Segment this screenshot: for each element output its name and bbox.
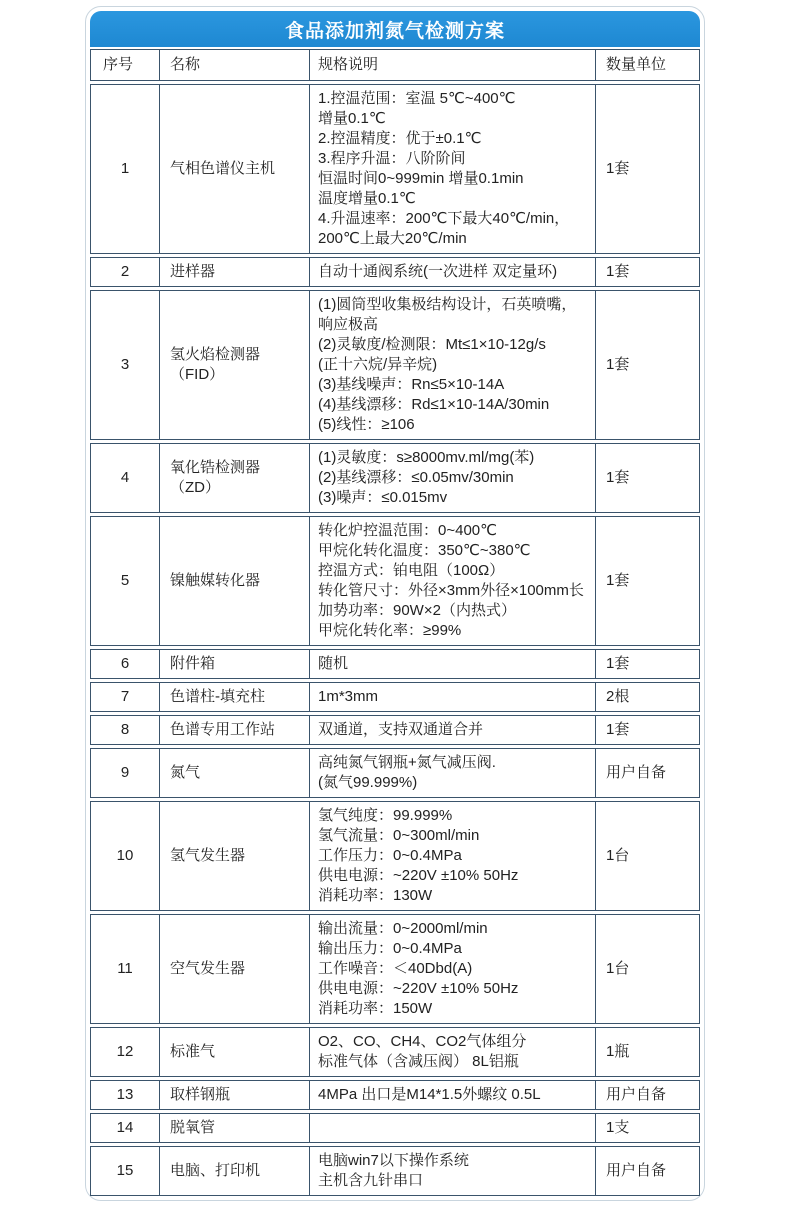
- spec-line: 甲烷化转化温度：350℃~380℃: [318, 542, 531, 559]
- table-row: [90, 801, 700, 911]
- spec-line: 供电电源：~220V ±10% 50Hz: [318, 980, 519, 997]
- row-no: 12: [91, 1028, 160, 1076]
- row-name: 气相色谱仪主机: [160, 85, 310, 253]
- spec-line: 高纯氮气钢瓶+氮气减压阀.: [318, 754, 496, 771]
- table-row: [90, 715, 700, 745]
- header-qty: 数量单位: [606, 56, 667, 73]
- row-qty: 1套: [606, 721, 630, 738]
- row-spec-cell: [310, 444, 596, 512]
- row-name: 氢火焰检测器（FID）: [160, 291, 310, 439]
- table-row: [90, 257, 700, 287]
- row-name: 脱氧管: [160, 1114, 310, 1142]
- table-row: [90, 748, 700, 798]
- row-spec: [318, 720, 587, 740]
- row-qty: 1套: [606, 160, 630, 177]
- row-qty: 1台: [606, 960, 630, 977]
- row-spec-cell: [310, 517, 596, 645]
- row-spec: [318, 1032, 587, 1072]
- plan-card: [85, 6, 705, 1201]
- table-row: [90, 516, 700, 646]
- spec-line: (3)噪声：≤0.015mv: [318, 489, 448, 506]
- spec-line: 控温方式：铂电阻（100Ω）: [318, 562, 505, 579]
- row-qty: 1套: [606, 263, 630, 280]
- spec-line: 供电电源：~220V ±10% 50Hz: [318, 867, 519, 884]
- row-spec-cell: [310, 683, 596, 711]
- spec-line: 工作压力：0~0.4MPa: [318, 847, 462, 864]
- row-no: 7: [91, 683, 160, 711]
- row-qty: 2根: [606, 688, 630, 705]
- table-row: [90, 682, 700, 712]
- spec-line: 自动十通阀系统(一次进样 双定量环): [318, 263, 558, 280]
- spec-line: (1)圆筒型收集极结构设计，石英喷嘴，: [318, 296, 577, 313]
- row-no: 4: [91, 444, 160, 512]
- row-name: 氢气发生器: [160, 802, 310, 910]
- row-no: 14: [91, 1114, 160, 1142]
- row-spec: [318, 806, 587, 906]
- spec-line: (4)基线漂移：Rd≤1×10-14A/30min: [318, 396, 550, 413]
- spec-line: 标准气体（含减压阀） 8L铝瓶: [318, 1053, 519, 1070]
- row-no: 5: [91, 517, 160, 645]
- spec-table: [90, 49, 700, 1196]
- row-name: 进样器: [160, 258, 310, 286]
- row-no: 13: [91, 1081, 160, 1109]
- spec-line: 3.程序升温：八阶阶间: [318, 150, 466, 167]
- row-name: 附件箱: [160, 650, 310, 678]
- spec-line: (2)基线漂移：≤0.05mv/30min: [318, 469, 514, 486]
- spec-line: 主机含九针串口: [318, 1172, 424, 1189]
- spec-line: 双通道，支持双通道合并: [318, 721, 484, 738]
- header-spec: 规格说明: [310, 50, 596, 80]
- row-no: 9: [91, 749, 160, 797]
- table-row: [90, 1146, 700, 1196]
- row-name: 取样钢瓶: [160, 1081, 310, 1109]
- row-spec-cell: [310, 749, 596, 797]
- row-name: 空气发生器: [160, 915, 310, 1023]
- table-header-row: [90, 49, 700, 81]
- spec-line: 增量0.1℃: [318, 110, 386, 127]
- header-name: 名称: [160, 50, 310, 80]
- row-spec-cell: [310, 650, 596, 678]
- table-row: [90, 914, 700, 1024]
- row-name: 氧化锆检测器（ZD）: [160, 444, 310, 512]
- spec-line: 氢气流量：0~300ml/min: [318, 827, 480, 844]
- row-spec: [318, 919, 587, 1019]
- row-qty: 1支: [606, 1119, 630, 1136]
- table-row: [90, 443, 700, 513]
- row-spec: [318, 89, 587, 249]
- row-spec: [318, 1085, 587, 1105]
- row-no: 1: [91, 85, 160, 253]
- table-row: [90, 290, 700, 440]
- spec-line: 消耗功率：130W: [318, 887, 433, 904]
- row-qty: 1套: [606, 469, 630, 486]
- spec-line: 1m*3mm: [318, 688, 379, 705]
- spec-line: 4.升温速率：200℃下最大40℃/min，: [318, 210, 570, 227]
- spec-line: 消耗功率：150W: [318, 1000, 433, 1017]
- spec-line: 随机: [318, 655, 349, 672]
- spec-line: 4MPa 出口是M14*1.5外螺纹 0.5L: [318, 1086, 541, 1103]
- row-spec: [318, 654, 587, 674]
- row-name: 氮气: [160, 749, 310, 797]
- row-name: 标准气: [160, 1028, 310, 1076]
- row-no: 10: [91, 802, 160, 910]
- spec-line: 1.控温范围：室温 5℃~400℃: [318, 90, 516, 107]
- spec-line: 温度增量0.1℃: [318, 190, 416, 207]
- row-no: 8: [91, 716, 160, 744]
- row-qty: 用户自备: [606, 764, 667, 781]
- row-no: 3: [91, 291, 160, 439]
- row-spec: [318, 448, 587, 508]
- row-spec: [318, 262, 587, 282]
- row-qty: 1套: [606, 572, 630, 589]
- row-spec-cell: [310, 716, 596, 744]
- row-spec-cell: [310, 1114, 596, 1142]
- spec-line: (正十六烷/异辛烷): [318, 356, 438, 373]
- row-spec-cell: [310, 85, 596, 253]
- row-spec-cell: [310, 1147, 596, 1195]
- row-qty: 用户自备: [606, 1086, 667, 1103]
- row-spec-cell: [310, 1081, 596, 1109]
- header-no: 序号: [91, 50, 160, 80]
- spec-line: 响应极高: [318, 316, 379, 333]
- spec-line: 恒温时间0~999min 增量0.1min: [318, 170, 524, 187]
- row-spec: [318, 295, 587, 435]
- spec-line: 电脑win7以下操作系统: [318, 1152, 469, 1169]
- spec-line: (5)线性：≥106: [318, 416, 415, 433]
- spec-line: 工作噪音：＜40Dbd(A): [318, 960, 473, 977]
- spec-line: 转化管尺寸：外径×3mm外径×100mm长: [318, 582, 584, 599]
- spec-line: (1)灵敏度：s≥8000mv.ml/mg(苯): [318, 449, 535, 466]
- row-qty: 1瓶: [606, 1043, 630, 1060]
- row-spec-cell: [310, 915, 596, 1023]
- row-name: 色谱柱-填充柱: [160, 683, 310, 711]
- spec-line: 氢气纯度：99.999%: [318, 807, 453, 824]
- spec-line: (2)灵敏度/检测限：Mt≤1×10-12g/s: [318, 336, 546, 353]
- spec-line: O2、CO、CH4、CO2气体组分: [318, 1033, 527, 1050]
- row-qty: 1套: [606, 356, 630, 373]
- spec-line: (氮气99.999%): [318, 774, 418, 791]
- row-name: 电脑、打印机: [160, 1147, 310, 1195]
- table-row: [90, 1113, 700, 1143]
- spec-line: (3)基线噪声：Rn≤5×10-14A: [318, 376, 505, 393]
- row-spec-cell: [310, 1028, 596, 1076]
- row-spec: [318, 521, 587, 641]
- row-no: 6: [91, 650, 160, 678]
- row-spec: [318, 687, 587, 707]
- row-no: 15: [91, 1147, 160, 1195]
- row-spec-cell: [310, 258, 596, 286]
- table-row: [90, 1080, 700, 1110]
- row-name: 色谱专用工作站: [160, 716, 310, 744]
- table-row: [90, 1027, 700, 1077]
- spec-line: 甲烷化转化率：≥99%: [318, 622, 462, 639]
- spec-line: 转化炉控温范围：0~400℃: [318, 522, 497, 539]
- row-spec: [318, 1151, 587, 1191]
- row-spec: [318, 753, 587, 793]
- spec-line: 输出流量：0~2000ml/min: [318, 920, 488, 937]
- table-row: [90, 84, 700, 254]
- row-qty: 1套: [606, 655, 630, 672]
- row-spec-cell: [310, 291, 596, 439]
- row-no: 2: [91, 258, 160, 286]
- row-spec-cell: [310, 802, 596, 910]
- row-qty: 用户自备: [606, 1162, 667, 1179]
- page-title: 食品添加剂氮气检测方案: [90, 11, 700, 47]
- spec-line: 加势功率：90W×2（内热式）: [318, 602, 516, 619]
- spec-line: 200℃上最大20℃/min: [318, 230, 467, 247]
- spec-line: 2.控温精度：优于±0.1℃: [318, 130, 482, 147]
- table-body: [90, 84, 700, 1196]
- row-qty: 1台: [606, 847, 630, 864]
- row-no: 11: [91, 915, 160, 1023]
- spec-line: 输出压力：0~0.4MPa: [318, 940, 462, 957]
- table-row: [90, 649, 700, 679]
- row-name: 镍触媒转化器: [160, 517, 310, 645]
